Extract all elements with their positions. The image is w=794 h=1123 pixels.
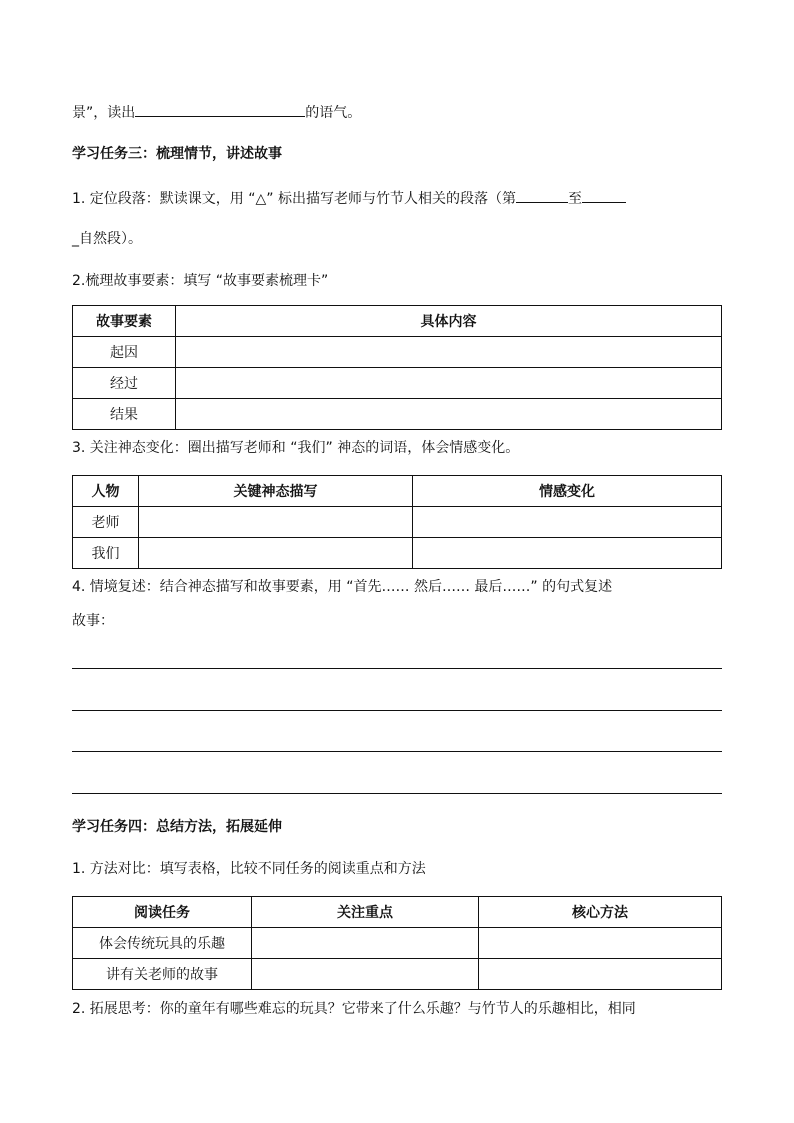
task3-heading: 学习任务三：梳理情节，讲述故事 [72, 146, 282, 162]
cell-us-emotion[interactable] [413, 538, 722, 569]
task4-item1: 1. 方法对比：填写表格，比较不同任务的阅读重点和方法 [72, 861, 426, 877]
row-label-teacher: 老师 [73, 507, 139, 538]
table-row [73, 337, 722, 368]
task3-item1-line2 [72, 230, 142, 248]
table-header-row [73, 476, 722, 507]
cell-teacher-emotion[interactable] [413, 507, 722, 538]
header-expression: 关键神态描写 [139, 476, 413, 507]
cell-teacher-expression[interactable] [139, 507, 413, 538]
task3-item4-line2: 故事： [72, 613, 114, 629]
row-label-process: 经过 [73, 368, 176, 399]
answer-line-tone [72, 102, 361, 122]
cell-cause-content[interactable] [176, 337, 722, 368]
task3-item2: 2.梳理故事要素：填写 “故事要素梳理卡” [72, 273, 329, 289]
tone-blank[interactable] [135, 102, 305, 117]
task3-item1-line2-blank: _ [72, 231, 79, 247]
table-header-row [73, 306, 722, 337]
cell-result-content[interactable] [176, 399, 722, 430]
table-header-row [73, 897, 722, 928]
task3-item1-text: 1. 定位段落：默读课文，用 “△” 标出描写老师与竹节人相关的段落（第 [72, 191, 516, 207]
row-label-cause: 起因 [73, 337, 176, 368]
table-row [73, 399, 722, 430]
row-label-us: 我们 [73, 538, 139, 569]
row-label-result: 结果 [73, 399, 176, 430]
header-method: 核心方法 [479, 897, 722, 928]
table-row [73, 928, 722, 959]
writing-line[interactable] [72, 710, 722, 711]
task3-item1-line2-text: 自然段）。 [79, 231, 142, 247]
writing-line[interactable] [72, 751, 722, 752]
header-focus: 关注重点 [252, 897, 479, 928]
cell-toy-fun-focus[interactable] [252, 928, 479, 959]
header-person: 人物 [73, 476, 139, 507]
header-story-element: 故事要素 [73, 306, 176, 337]
task3-item3: 3. 关注神态变化：圈出描写老师和 “我们” 神态的词语，体会情感变化。 [72, 440, 520, 456]
story-elements-table [72, 305, 722, 430]
paragraph-to-blank[interactable] [582, 188, 626, 203]
task3-item1-mid: 至 [567, 191, 582, 207]
row-label-toy-fun: 体会传统玩具的乐趣 [73, 928, 252, 959]
table-row [73, 507, 722, 538]
task4-item2: 2. 拓展思考：你的童年有哪些难忘的玩具？它带来了什么乐趣？与竹节人的乐趣相比，相同 [72, 1001, 636, 1017]
header-emotion: 情感变化 [413, 476, 722, 507]
header-reading-task: 阅读任务 [73, 897, 252, 928]
method-comparison-table [72, 896, 722, 990]
expression-table [72, 475, 722, 569]
cell-us-expression[interactable] [139, 538, 413, 569]
task4-heading: 学习任务四：总结方法，拓展延伸 [72, 819, 282, 835]
cell-process-content[interactable] [176, 368, 722, 399]
tone-text-end: 的语气。 [305, 105, 362, 121]
table-row [73, 368, 722, 399]
tone-text-start: 景”，读出 [72, 105, 136, 121]
cell-toy-fun-method[interactable] [479, 928, 722, 959]
cell-teacher-story-focus[interactable] [252, 959, 479, 990]
writing-line[interactable] [72, 668, 722, 669]
table-row [73, 538, 722, 569]
table-row [73, 959, 722, 990]
task3-item4-line1: 4. 情境复述：结合神态描写和故事要素，用 “首先…… 然后…… 最后……” 的句式复述 [72, 579, 613, 595]
cell-teacher-story-method[interactable] [479, 959, 722, 990]
writing-line[interactable] [72, 793, 722, 794]
row-label-teacher-story: 讲有关老师的故事 [73, 959, 252, 990]
paragraph-from-blank[interactable] [516, 188, 568, 203]
header-content: 具体内容 [176, 306, 722, 337]
task3-item1 [72, 188, 626, 208]
